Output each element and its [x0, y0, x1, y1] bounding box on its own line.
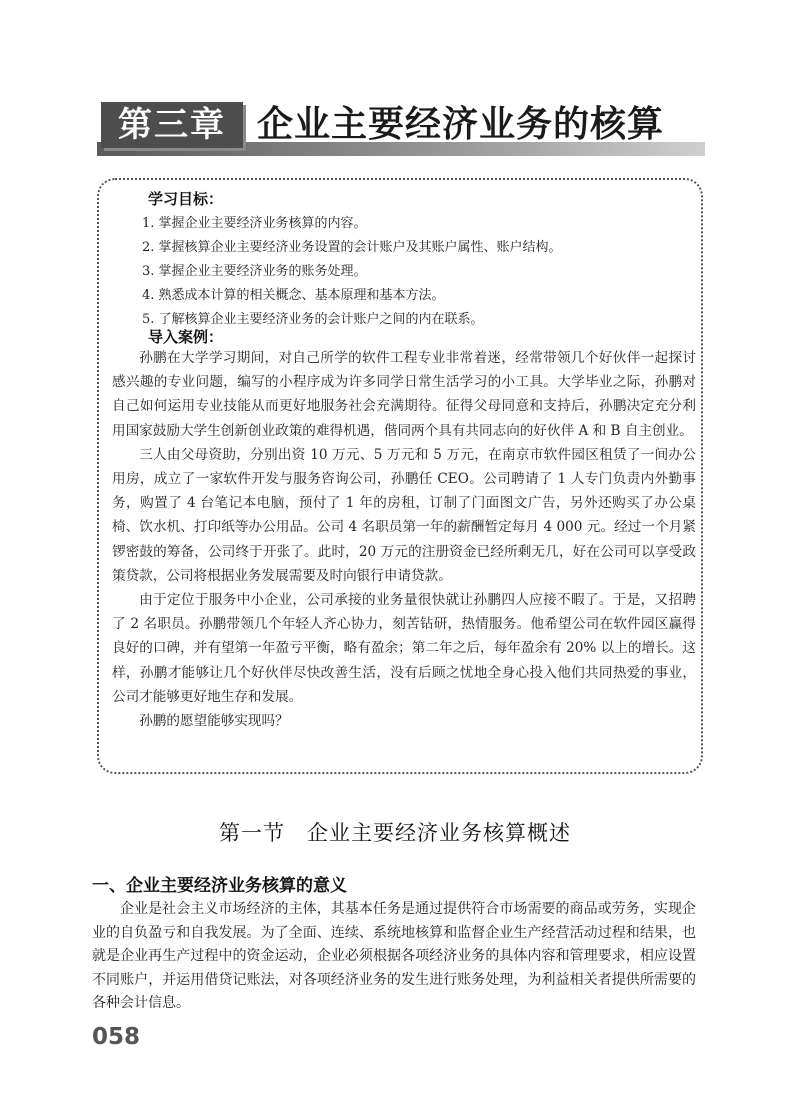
learning-objectives-list — [142, 212, 562, 332]
case-paragraph: 三人由父母资助，分别出资 10 万元、5 万元和 5 万元，在南京市软件园区租赁了一间办公用房，成立了一家软件开发与服务咨询公司，孙鹏任 CEO。公司聘请了 1 人专门负责内外勤事务，购置了 4 台笔记本电脑，预付了 1 年的房租，订制了门面图文广告，另外还购买了办公桌椅、饮水机、打印纸等办公用品。公司 4 名职员第一年的薪酬暂定每月 4 000 元。经过一个月紧锣密鼓的筹备，公司终于开张了。此时，20 万元的注册资金已经所剩无几，好在公司可以享受政策贷款，公司将根据业务发展需要及时向银行申请贷款。 — [112, 446, 696, 584]
chapter-title: 企业主要经济业务的核算 — [257, 104, 665, 145]
objective-item: 5. 了解核算企业主要经济业务的会计账户之间的内在联系。 — [142, 312, 484, 327]
subsection-heading: 一、企业主要经济业务核算的意义 — [92, 876, 347, 896]
case-paragraph: 由于定位于服务中小企业，公司承接的业务量很快就让孙鹏四人应接不暇了。于是，又招聘了 2 名职员。孙鹏带领几个年轻人齐心协力，刻苦钻研，热情服务。他希望公司在软件园区赢得良好的口碑，并有望第一年盈亏平衡，略有盈余；第二年之后，每年盈余有 20% 以上的增长。这样，孙鹏才能够让几个好伙伴尽快改善生活，没有后顾之忧地全身心投入他们共同热爱的事业，公司才能够更好地生存和发展。 — [112, 592, 696, 705]
objective-item: 3. 掌握企业主要经济业务的账务处理。 — [142, 264, 367, 279]
learning-objectives-heading: 学习目标： — [148, 190, 224, 208]
chapter-header — [97, 100, 705, 156]
page-number: 058 — [92, 1024, 141, 1050]
case-paragraph: 孙鹏的愿望能够实现吗？ — [139, 713, 289, 730]
objective-item: 1. 掌握企业主要经济业务核算的内容。 — [142, 216, 367, 231]
chapter-number-box: 第三章 — [101, 102, 243, 148]
objective-item: 2. 掌握核算企业主要经济业务设置的会计账户及其账户属性、账户结构。 — [142, 240, 562, 255]
case-heading: 导入案例： — [148, 328, 224, 346]
section-title: 第一节 企业主要经济业务核算概述 — [219, 821, 571, 845]
body-paragraph: 企业是社会主义市场经济的主体，其基本任务是通过提供符合市场需要的商品或劳务，实现企业的自负盈亏和自我发展。为了全面、连续、系统地核算和监督企业生产经营活动过程和结果，也就是企业再生产过程中的资金运动，企业必须根据各项经济业务的具体内容和管理要求，相应设置不同账户，并运用借贷记账法，对各项经济业务的发生进行账务处理，为利益相关者提供所需要的各种会计信息。 — [92, 901, 696, 1011]
objective-item: 4. 熟悉成本计算的相关概念、基本原理和基本方法。 — [142, 288, 445, 303]
case-text — [112, 346, 696, 733]
case-paragraph: 孙鹏在大学学习期间，对自己所学的软件工程专业非常着迷，经常带领几个好伙伴一起探讨感兴趣的专业问题，编写的小程序成为许多同学日常生活学习的小工具。大学毕业之际，孙鹏对自己如何运用专业技能从而更好地服务社会充满期待。征得父母同意和支持后，孙鹏决定充分利用国家鼓励大学生创新创业政策的难得机遇，偕同两个具有共同志向的好伙伴 A 和 B 自主创业。 — [112, 350, 696, 439]
section-body — [92, 898, 696, 1016]
